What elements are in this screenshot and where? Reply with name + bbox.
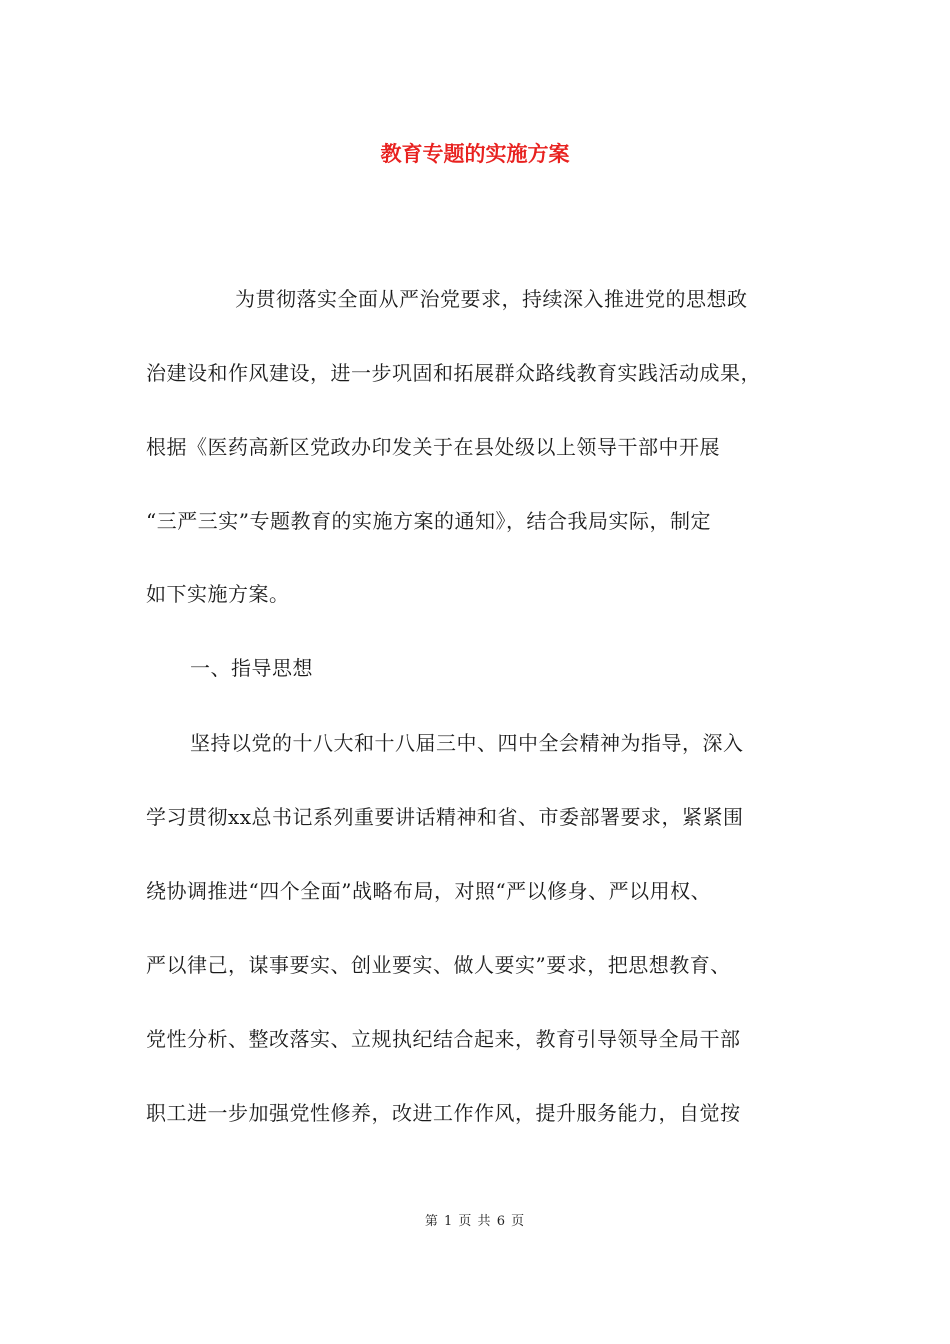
paragraph-line: 如下实施方案。 xyxy=(146,582,290,606)
document-title: 教育专题的实施方案 xyxy=(380,141,570,166)
paragraph-line: 根据《医药高新区党政办印发关于在县处级以上领导干部中开展 xyxy=(146,435,720,459)
paragraph-line: 严以律己，谋事要实、创业要实、做人要实”要求，把思想教育、 xyxy=(146,953,731,977)
paragraph-line: 党性分析、整改落实、立规执纪结合起来，教育引导领导全局干部 xyxy=(146,1027,741,1051)
paragraph-line: 学习贯彻xx总书记系列重要讲话精神和省、市委部署要求，紧紧围 xyxy=(146,805,744,829)
section-heading: 一、指导思想 xyxy=(190,656,313,680)
paragraph-line: 职工进一步加强党性修养，改进工作作风，提升服务能力，自觉按 xyxy=(146,1101,741,1125)
paragraph-line: 绕协调推进“四个全面”战略布局，对照“严以修身、严以用权、 xyxy=(146,879,712,903)
page-number-footer: 第 1 页 共 6 页 xyxy=(424,1214,526,1229)
paragraph-line: 坚持以党的十八大和十八届三中、四中全会精神为指导，深入 xyxy=(190,731,744,755)
paragraph-line: 为贯彻落实全面从严治党要求，持续深入推进党的思想政 xyxy=(235,287,748,311)
paragraph-line: “三严三实”专题教育的实施方案的通知》，结合我局实际，制定 xyxy=(146,509,711,533)
paragraph-line: 治建设和作风建设，进一步巩固和拓展群众路线教育实践活动成果， xyxy=(146,361,761,385)
